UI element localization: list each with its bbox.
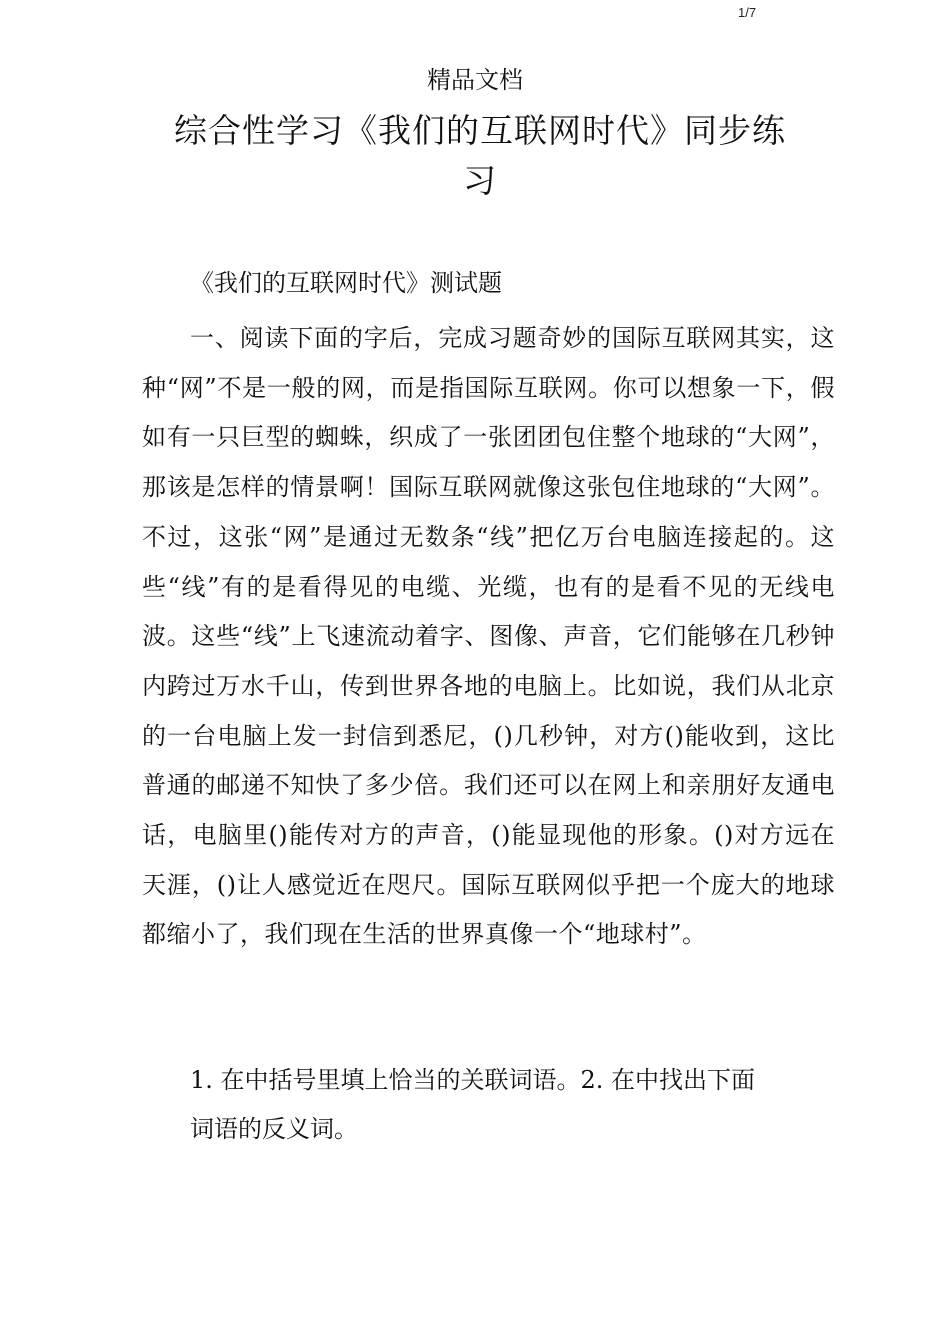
document-subtitle: 《我们的互联网时代》测试题 xyxy=(190,269,502,297)
question-line-2: 词语的反义词。 xyxy=(190,1115,358,1143)
page-number: 1/7 xyxy=(738,5,757,20)
document-title: 综合性学习《我们的互联网时代》同步练习 xyxy=(174,111,786,200)
reading-passage: 一、阅读下面的字后，完成习题奇妙的国际互联网其实，这种“网”不是一般的网，而是指国际互联网。你可以想象一下，假如有一只巨型的蜘蛛，织成了一张团团包住整个地球的“大网”，那该是怎样的情景啊！国际互联网就像这张包住地球的“大网”。不过，这张“网”是通过无数条“线”把亿万台电脑连接起的。这些“线”有的是看得见的电缆、光缆，也有的是看不见的无线电波。这些“线”上飞速流动着字、图像、声音，它们能够在几秒钟内跨过万水千山，传到世界各地的电脑上。比如说，我们从北京的一台电脑上发一封信到悉尼，()几秒钟，对方()能收到，这比普通的邮递不知快了多少倍。我们还可以在网上和亲朋好友通电话，电脑里()能传对方的声音，()能显现他的形象。()对方远在天涯，()让人感觉近在咫尺。国际互联网似乎把一个庞大的地球都缩小了，我们现在生活的世界真像一个“地球村”。 xyxy=(142,324,835,949)
question-line-1: 1. 在中括号里填上恰当的关联词语。2. 在中找出下面 xyxy=(190,1066,756,1094)
header-label: 精品文档 xyxy=(427,66,523,94)
